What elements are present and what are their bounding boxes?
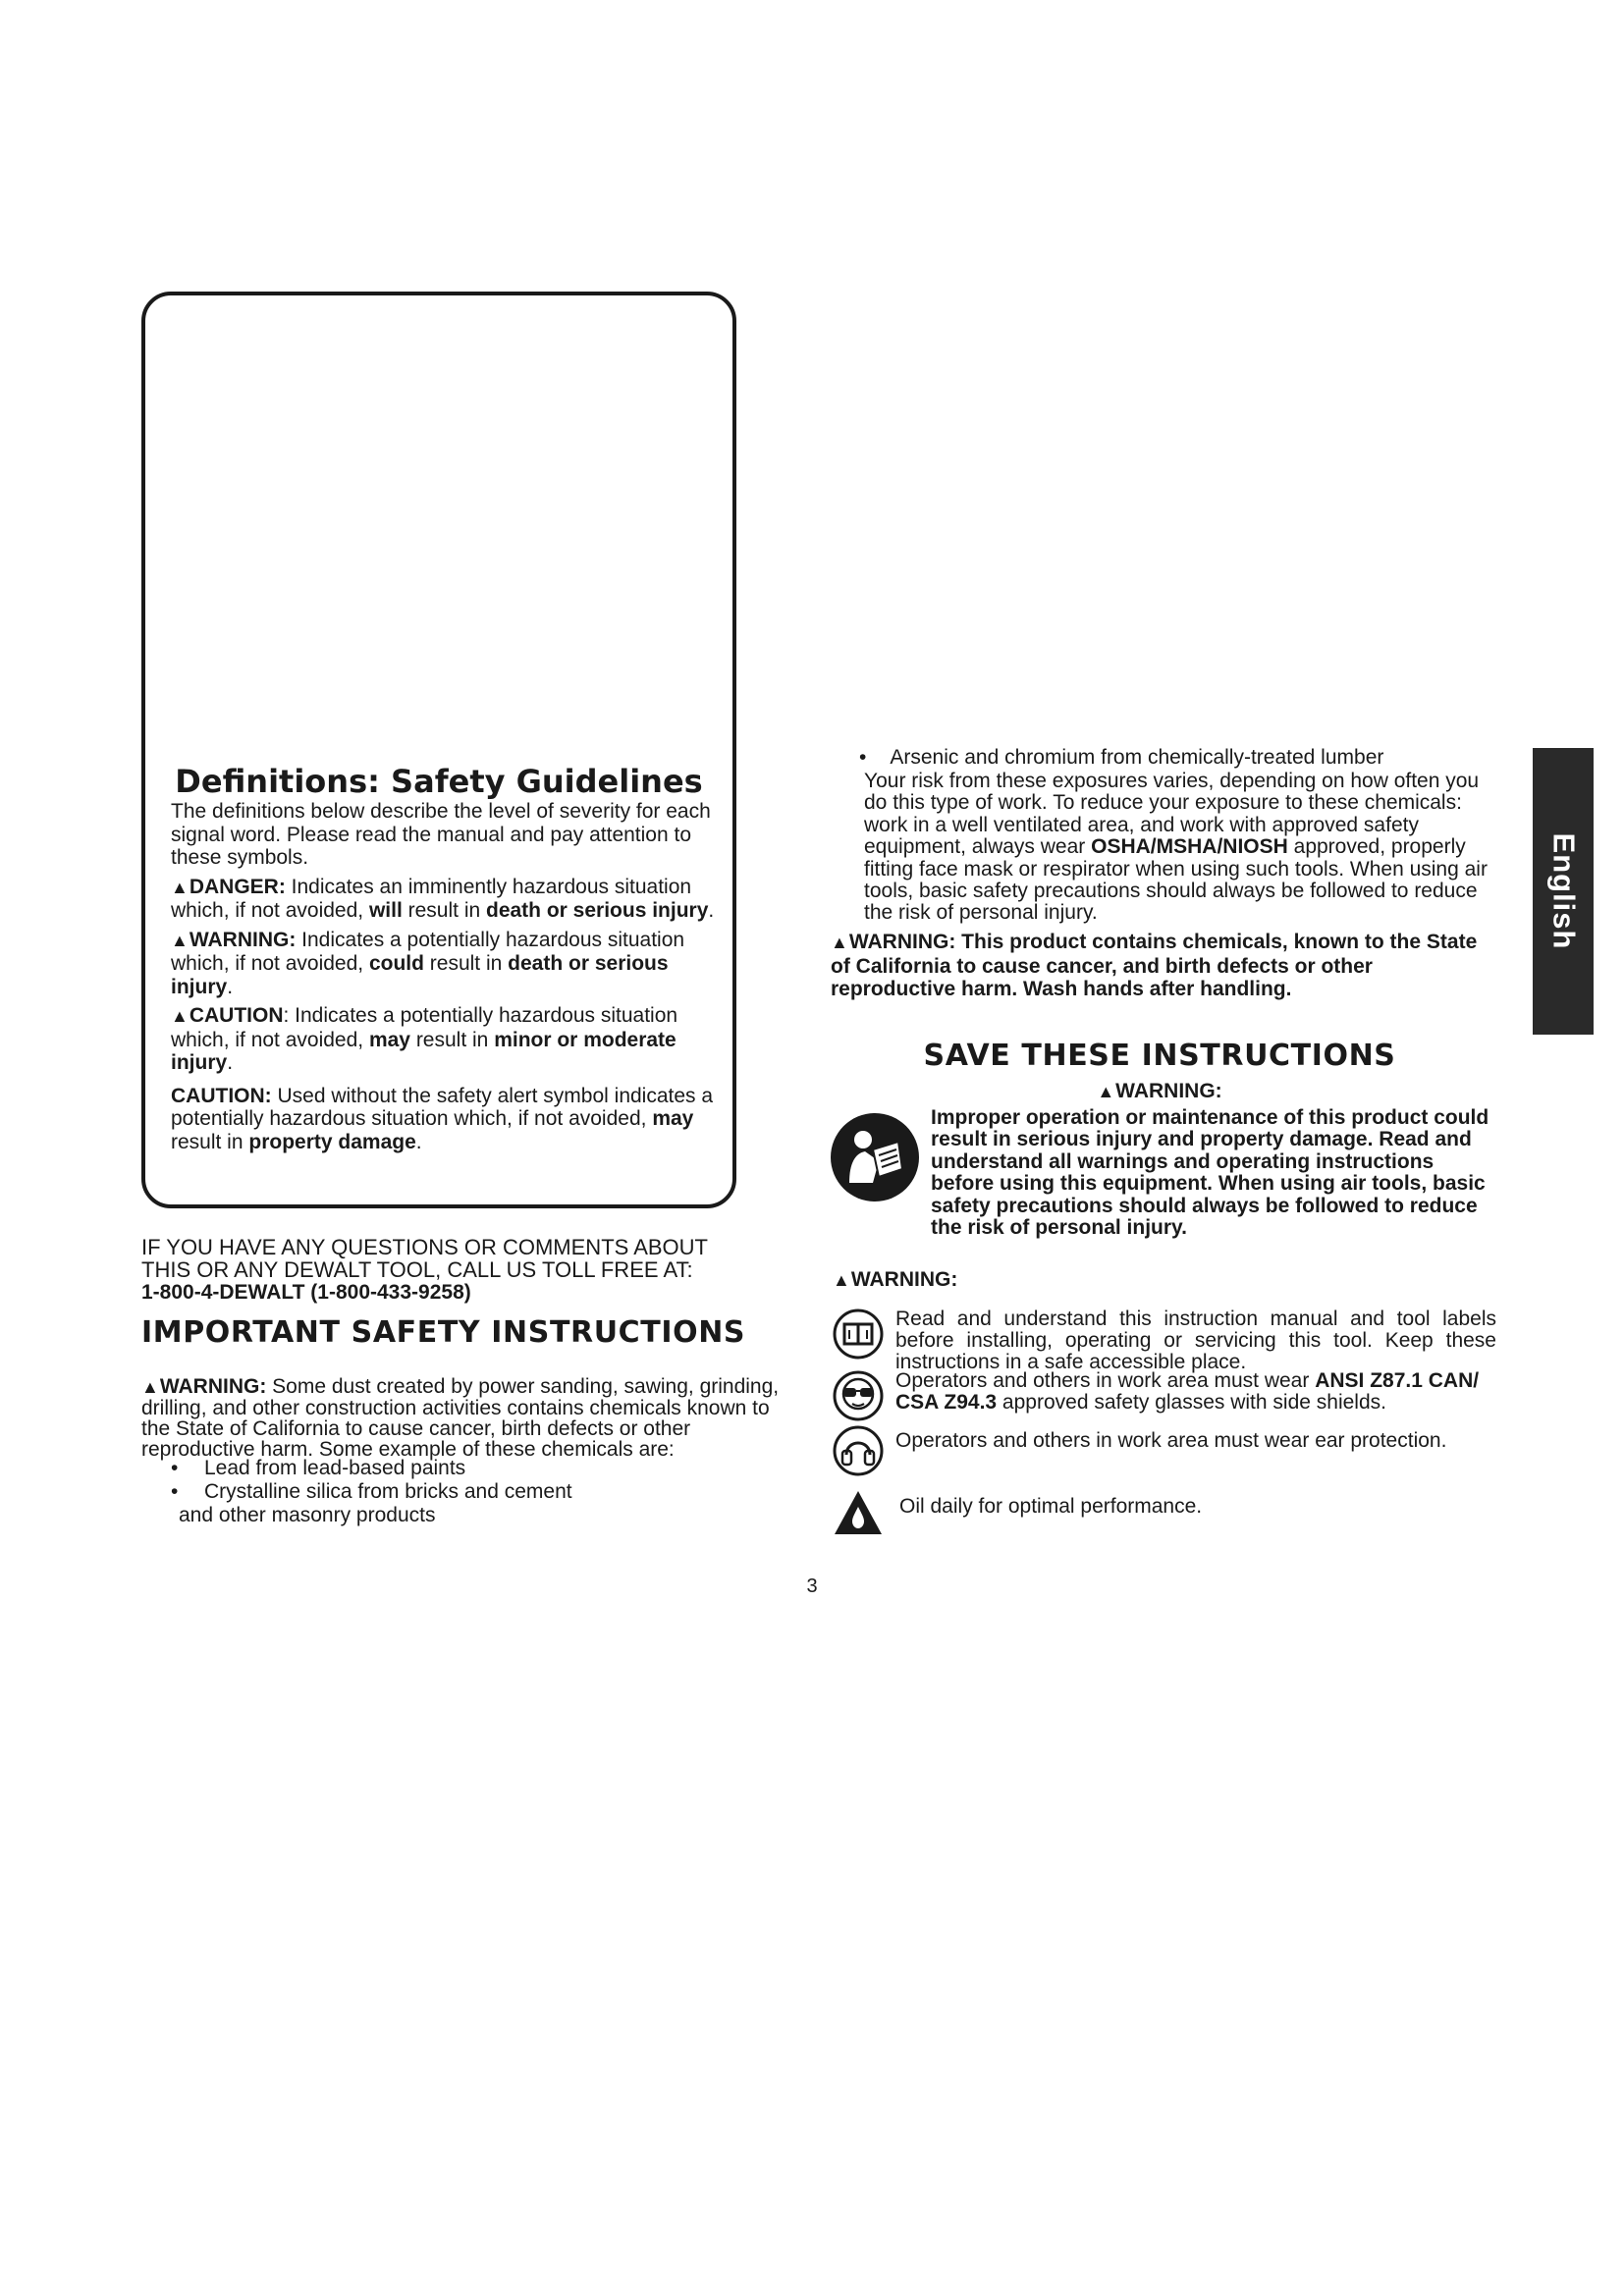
chemical-list [171,1457,799,1527]
danger-end: . [708,899,715,922]
contact-line-1: IF YOU HAVE ANY QUESTIONS OR COMMENTS ABOUT [141,1235,708,1259]
risk-text: Your risk from these exposures varies, depending on how often you do this type of work. To reduce your exposure to these chemicals: work in a well ventilated area, and work with approved safety equipment, always wear [864,770,1480,859]
caution-no-symbol-outcome: property damage [248,1130,416,1153]
page-number: 3 [806,1575,818,1597]
california-warning [831,931,1479,1001]
definition-caution [171,1004,721,1075]
ear-protection-text: Operators and others in work area must wear ear protection. [895,1429,1447,1452]
warning-outcome: death or serious injury [171,952,669,998]
definitions-intro: The definitions below describe the level of severity for each signal word. Please read the manual and pay attention to these symbols. [171,800,711,869]
language-tab [1533,748,1594,1035]
warning-emphasis: could [368,952,424,975]
caution-end: . [227,1051,234,1074]
definition-warning [171,929,721,999]
manual-instruction-text: Read and understand this instruction manual and tool labels before installing, operating or servicing this tool. Keep these instructions in a safe accessible place. [895,1308,1496,1373]
caution-no-symbol-label: CAUTION: [171,1084,272,1107]
contact-line-2: THIS OR ANY DEWALT TOOL, CALL US TOLL FREE AT: [141,1257,693,1282]
dust-warning-label: WARNING: [159,1375,267,1398]
instruction-book-icon [833,1308,884,1360]
eye-text-2: approved safety glasses with side shields. [997,1391,1386,1414]
caution-outcome: minor or moderate injury [171,1028,677,1074]
language-tab-label: English [1546,832,1582,950]
definition-danger [171,876,721,923]
safety-glasses-icon [833,1370,884,1421]
caution-text: : Indicates a potentially hazardous situation which, if not avoided, [171,1004,678,1051]
danger-emphasis: will [368,899,403,922]
ppe-warning-label-text: WARNING: [850,1268,958,1291]
california-warning-label: WARNING: [848,931,956,953]
risk-emphasis: OSHA/MSHA/NIOSH [1091,835,1288,859]
save-warning-text: Improper operation or maintenance of this product could result in serious injury and property damage. Read and understand all warnings and operating instructions before using this equipment. When using air tools, basic safety precautions should always be followed to reduce the risk of personal injury. [931,1106,1489,1240]
definition-caution-no-symbol [171,1085,721,1154]
caution-no-symbol-text-2: result in [171,1130,249,1153]
dust-warning-text: Some dust created by power sanding, sawing, grinding, drilling, and other construction activities contains chemicals known to the State of California to cause cancer, birth defects or other reproductive harm. Some example of these chemicals are: [141,1375,780,1461]
definitions-body [171,800,721,1153]
warning-label: WARNING: [189,928,297,951]
save-warning-label [831,1080,1489,1103]
caution-emphasis: may [368,1028,410,1051]
warning-end: . [227,975,234,998]
warning-triangle-icon: ▲ [1097,1082,1115,1101]
danger-text: Indicates an imminently hazardous situation which, if not avoided, [171,875,692,922]
eye-standard: ANSI Z87.1 CAN/ CSA Z94.3 [895,1369,1480,1414]
caution-text-2: result in [409,1028,495,1051]
save-heading: SAVE THESE INSTRUCTIONS [923,1039,1396,1073]
warning-triangle-icon: ▲ [831,933,848,952]
caution-label: CAUTION [189,1004,284,1027]
warning-text-2: result in [423,952,509,975]
risk-text-2: approved, properly fitting face mask or respirator when using such tools. When using air tools, basic safety precautions should always be followed to reduce the risk of personal injury. [864,835,1488,925]
oil-drop-icon [833,1487,884,1538]
read-manual-icon [830,1112,920,1202]
oil-instruction-text: Oil daily for optimal performance. [899,1495,1203,1518]
danger-label: DANGER: [189,875,286,898]
list-item-continuation: and other masonry products [179,1504,436,1526]
danger-outcome: death or serious injury [486,899,709,922]
danger-text-2: result in [402,899,486,922]
important-heading: IMPORTANT SAFETY INSTRUCTIONS [141,1315,746,1350]
ppe-warning-label [833,1268,957,1292]
eye-protection-text [895,1370,1496,1414]
ear-protection-icon [833,1425,884,1476]
caution-no-symbol-text: Used without the safety alert symbol indicates a potentially hazardous situation which, if not avoided, [171,1084,714,1130]
warning-triangle-icon: ▲ [833,1270,850,1290]
warning-triangle-icon: ▲ [171,877,189,897]
warning-triangle-icon: ▲ [171,1006,189,1026]
eye-text: Operators and others in work area must wear [895,1369,1316,1392]
save-warning-label-text: WARNING: [1115,1080,1222,1102]
dust-warning [141,1376,794,1460]
contact-block [141,1236,770,1304]
warning-text: Indicates a potentially hazardous situation which, if not avoided, [171,928,685,975]
california-warning-text: This product contains chemicals, known to the State of California to cause cancer, and birth defects or other reproductive harm. Wash hands after handling. [831,931,1478,1000]
list-item: • Arsenic and chromium from chemically-treated lumber [859,746,1383,770]
warning-triangle-icon: ▲ [141,1377,159,1397]
list-item: • Lead from lead-based paints [171,1457,799,1480]
caution-no-symbol-end: . [415,1130,422,1153]
definitions-title: Definitions: Safety Guidelines [175,763,703,800]
contact-phone: 1-800-4-DEWALT (1-800-433-9258) [141,1281,471,1304]
caution-no-symbol-emphasis: may [652,1107,694,1130]
exposure-risk-text [864,771,1492,925]
warning-triangle-icon: ▲ [171,930,189,950]
list-item: • Crystalline silica from bricks and cement [171,1480,799,1504]
